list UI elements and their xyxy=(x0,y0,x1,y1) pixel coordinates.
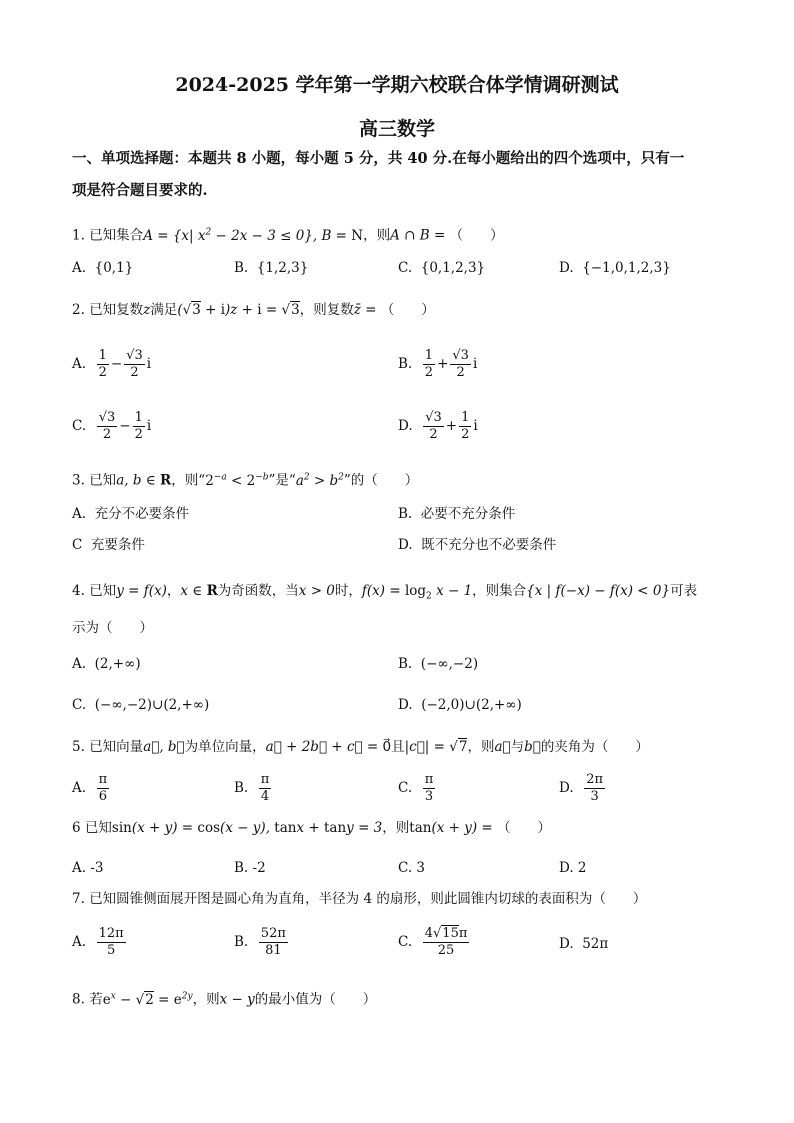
q5-option-d: D. $\frac{2\pi}{3}$ xyxy=(559,772,604,804)
q1-option-a: A. {0,1} xyxy=(72,260,134,276)
q6-option-b: B. -2 xyxy=(234,860,266,876)
q3-mid2: ”是“ xyxy=(268,472,296,489)
q4-text-b: 为奇函数，当 xyxy=(217,583,299,599)
question-4: 4. 已知y = f(x)，x ∈ R为奇函数，当x > 0时，$f(x) = \log_2 x - 1$，则集合{x | f(−x) − f(x) < 0}可表 xyxy=(72,583,698,602)
q3-domain: a, b ∈ R xyxy=(116,472,172,489)
q7-text: 已知圆锥侧面展开图是圆心角为直角，半径为 4 的扇形，则此圆锥内切球的表面积为（ ） xyxy=(89,891,647,907)
q3-cond1: $2^{-a} < 2^{-b}$ xyxy=(205,472,269,489)
q1-number: 1. xyxy=(72,227,85,244)
q2-option-c: C. $\frac{√3}{2}$ − $\frac{1}{2}$ i xyxy=(72,410,152,442)
q3-text: 已知 xyxy=(89,472,117,489)
q3-cond2: $a^2 > b^2$ xyxy=(295,472,344,489)
q5-text-a: 已知向量 xyxy=(89,739,144,755)
q8-text-b: ，则 xyxy=(192,991,220,1008)
q1-text-c: （ ） xyxy=(449,227,504,244)
q8-target: x − y xyxy=(219,991,255,1008)
q7-option-d: D. 52π xyxy=(559,936,609,952)
question-7 xyxy=(72,889,732,909)
q3-mid: ，则“ xyxy=(171,472,206,489)
exam-subject: 高三数学 xyxy=(358,118,435,140)
q4-text-a: 已知 xyxy=(89,583,117,599)
section-heading-line2: 项是符合题目要求的. xyxy=(72,182,208,199)
q1-option-c: C. {0,1,2,3} xyxy=(398,260,486,276)
q6-option-a: A. -3 xyxy=(72,860,104,876)
q2-var-z: z xyxy=(143,302,151,318)
q2-text-c: ，则复数 xyxy=(299,302,354,318)
q8-text-c: 的最小值为（ ） xyxy=(254,991,377,1008)
q4-option-a: A. (2,+∞) xyxy=(72,656,141,672)
q2-option-b: B. $\frac{1}{2}$ + $\frac{√3}{2}$ i xyxy=(398,348,478,380)
q6-text-a: 已知 xyxy=(84,820,112,836)
q4-option-b: B. (−∞,−2) xyxy=(398,656,479,672)
q3-end: ”的（ ） xyxy=(343,472,419,489)
q2-text-d: （ ） xyxy=(380,302,435,318)
q5-vb: b⃗ xyxy=(524,739,541,755)
q3-number: 3. xyxy=(72,472,85,489)
q1-intersection: A ∩ B = xyxy=(390,227,450,244)
q7-option-c: C. $\frac{4√15\pi}{25}$ xyxy=(398,926,468,958)
q5-text-b: 为单位向量， xyxy=(184,739,266,755)
q4-cond: x > 0 xyxy=(298,583,335,599)
q2-conj: z̄ = xyxy=(353,302,381,318)
q4-text-e: 可表 xyxy=(670,583,698,599)
q2-formula: (√3 + i)z + i = √3 xyxy=(177,302,300,318)
q3-option-a: A. 充分不必要条件 xyxy=(72,506,190,522)
q7-option-a: A. $\frac{12\pi}{5}$ xyxy=(72,926,124,958)
q5-option-a: A. $\frac{\pi}{6}$ xyxy=(72,772,108,804)
q4-func: y = f(x) xyxy=(116,583,167,599)
question-8 xyxy=(72,986,732,1010)
q1-text-a: 已知集合 xyxy=(89,227,144,244)
q8-number: 8. xyxy=(72,991,85,1008)
section-heading-line1: 一、单项选择题：本题共 8 小题，每小题 5 分，共 40 分.在每小题给出的四个选项中，只有一 xyxy=(72,150,685,167)
q6-target: tan(x + y) = xyxy=(409,820,498,836)
q5-option-b: B. $\frac{\pi}{4}$ xyxy=(234,772,270,804)
q8-text-a: 若 xyxy=(89,991,103,1008)
q8-formula: $e^x - √2 = e^{2y}$ xyxy=(102,991,193,1008)
q1-text-b: ，则 xyxy=(363,227,391,244)
q1-option-b: B. {1,2,3} xyxy=(234,260,309,276)
q6-formula: sin(x + y) = cos(x − y), tanx + tany = 3 xyxy=(111,820,383,836)
q6-number: 6 xyxy=(72,820,81,836)
q2-option-d: D. $\frac{√3}{2}$ + $\frac{1}{2}$ i xyxy=(398,410,478,442)
q2-text-b: 满足 xyxy=(150,302,178,318)
question-4-line2: 示为（ ） xyxy=(72,620,153,636)
q5-text-e: 与 xyxy=(510,739,525,755)
q6-option-c: C. 3 xyxy=(398,860,426,876)
q1-option-d: D. {−1,0,1,2,3} xyxy=(559,260,671,276)
q4-number: 4. xyxy=(72,583,85,599)
q4-text-c: 时， xyxy=(334,583,362,599)
q4-option-c: C. (−∞,−2)∪(2,+∞) xyxy=(72,697,210,713)
q3-option-d: D. 既不充分也不必要条件 xyxy=(398,537,557,553)
q5-number: 5. xyxy=(72,739,85,755)
q7-number: 7. xyxy=(72,891,85,907)
question-2 xyxy=(72,300,732,320)
q4-set: {x | f(−x) − f(x) < 0} xyxy=(526,583,671,599)
q4-def: $f(x) = \log_2 x - 1$ xyxy=(361,583,473,602)
q6-text-c: （ ） xyxy=(497,820,552,836)
question-5 xyxy=(72,737,732,757)
q7-option-b: B. $\frac{52\pi}{81}$ xyxy=(234,926,286,958)
q5-option-c: C. $\frac{\pi}{3}$ xyxy=(398,772,434,804)
q2-text-a: 已知复数 xyxy=(89,302,144,318)
question-6 xyxy=(72,818,732,838)
q2-option-a: A. $\frac{1}{2}$ − $\frac{√3}{2}$ i xyxy=(72,348,152,380)
q6-text-b: ，则 xyxy=(382,820,410,836)
q4-text-d: ，则集合 xyxy=(472,583,527,599)
question-1 xyxy=(72,222,732,246)
q5-text-c: 且 xyxy=(391,739,405,755)
q4-option-d: D. (−2,0)∪(2,+∞) xyxy=(398,697,522,713)
q5-va: a⃗ xyxy=(494,739,511,755)
exam-title: 2024-2025 学年第一学期六校联合体学情调研测试 xyxy=(175,74,619,96)
q1-formula: A = {x| $x^2 - 2x - 3 \le 0$}, B = N xyxy=(143,227,364,244)
q5-eq: a⃗ + 2b⃗ + c⃗ = 0⃗ xyxy=(265,739,392,755)
q5-vectors: a⃗, b⃗ xyxy=(143,739,185,755)
q5-norm: |c⃗| = √7 xyxy=(404,739,468,755)
question-3 xyxy=(72,467,732,491)
q2-number: 2. xyxy=(72,302,85,318)
q4-domain: x ∈ R xyxy=(180,583,218,599)
q6-option-d: D. 2 xyxy=(559,860,587,876)
q5-text-f: 的夹角为（ ） xyxy=(540,739,649,755)
q3-option-b: B. 必要不充分条件 xyxy=(398,506,516,522)
q3-option-c: C 充要条件 xyxy=(72,537,145,553)
q5-text-d: ，则 xyxy=(467,739,495,755)
